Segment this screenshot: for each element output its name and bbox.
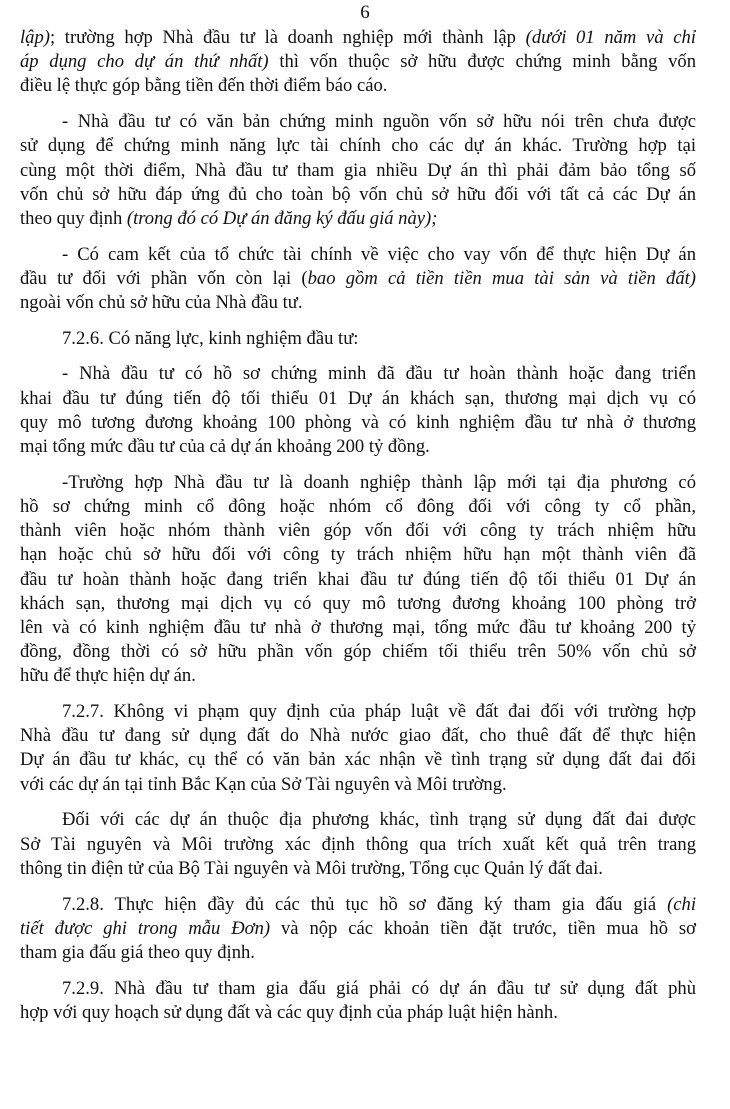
text-run: đồng, đồng thời có sở hữu phần vốn góp chiếm tối thiểu trên 50% vốn chủ sở xyxy=(20,641,696,663)
italic-text: bao gồm cả tiền tiền mua tài sản và tiền đất) xyxy=(307,267,696,289)
text-line xyxy=(20,362,696,386)
text-line xyxy=(20,664,696,688)
text-line xyxy=(20,568,696,592)
text-line xyxy=(20,134,696,158)
text-run: ; trường hợp Nhà đầu tư là doanh nghiệp mới thành lập xyxy=(49,27,526,48)
paragraph xyxy=(20,362,696,459)
paragraph xyxy=(20,471,696,689)
text-run: 7.2.9. Nhà đầu tư tham gia đấu giá phải có dự án đầu tư sử dụng đất phù xyxy=(62,977,696,999)
text-line xyxy=(20,495,696,519)
text-run: -Trường hợp Nhà đầu tư là doanh nghiệp thành lập mới tại địa phương có xyxy=(62,471,696,493)
text-run: 7.2.7. Không vi phạm quy định của pháp luật về đất đai đối với trường hợp xyxy=(62,701,696,723)
text-line xyxy=(20,941,696,965)
text-line xyxy=(20,700,696,724)
text-run: tham gia đấu giá theo quy định. xyxy=(20,941,255,963)
text-line xyxy=(20,543,696,567)
italic-text: (trong đó có Dự án đăng ký đấu giá này); xyxy=(126,207,438,229)
text-line xyxy=(20,159,696,183)
text-line xyxy=(20,291,696,315)
text-line xyxy=(20,893,696,917)
italic-text: (chi xyxy=(667,893,696,915)
page-number: 6 xyxy=(360,2,370,23)
text-line xyxy=(20,411,696,435)
text-line xyxy=(20,724,696,748)
text-run: hạn hoặc chủ sở hữu đối với công ty trách nhiệm hữu hạn một thành viên đã xyxy=(20,544,696,566)
paragraph xyxy=(20,808,696,881)
text-run: Nhà đầu tư đang sử dụng đất do Nhà nước giao đất, cho thuê đất để thực hiện xyxy=(20,725,696,747)
text-run: điều lệ thực góp bằng tiền đến thời điểm báo cáo. xyxy=(20,75,388,97)
italic-text: tiết được ghi trong mẫu Đơn) xyxy=(20,917,271,939)
text-run: 7.2.6. Có năng lực, kinh nghiệm đầu tư: xyxy=(62,327,359,349)
text-run: quy mô tương đương khoảng 100 phòng và có kinh nghiệm đầu tư nhà ở thương xyxy=(20,411,696,433)
text-run: đầu tư hoàn thành hoặc đang triển khai đầu tư đúng tiến độ tối thiểu 01 Dự án xyxy=(20,568,696,590)
paragraph xyxy=(20,893,696,966)
text-line xyxy=(20,327,696,351)
text-run: - Nhà đầu tư có hồ sơ chứng minh đã đầu tư hoàn thành hoặc đang triển xyxy=(62,363,696,385)
text-run: hợp với quy hoạch sử dụng đất và các quy định của pháp luật hiện hành. xyxy=(20,1001,558,1023)
paragraph xyxy=(20,700,696,797)
text-run: lên và có kinh nghiệm đầu tư nhà ở thương mại, tổng mức đầu tư khoảng 200 tỷ xyxy=(20,616,696,638)
text-line xyxy=(20,833,696,857)
text-run: sử dụng để chứng minh năng lực tài chính cho các dự án khác. Trường hợp tại xyxy=(20,135,696,157)
text-line xyxy=(20,207,696,231)
text-run: và nộp các khoản tiền đặt trước, tiền mua hồ sơ xyxy=(270,917,696,939)
text-run: vốn chủ sở hữu đáp ứng đủ cho toàn bộ vốn chủ sở hữu đối với tất cả các Dự án xyxy=(20,183,696,205)
text-run: hồ sơ chứng minh cổ đông hoặc nhóm cổ đông đối với công ty cổ phần, xyxy=(20,495,696,517)
text-line xyxy=(20,748,696,772)
text-run: khai đầu tư đúng tiến độ tối thiểu 01 Dự án khách sạn, thương mại dịch vụ có xyxy=(20,387,696,409)
text-line xyxy=(20,387,696,411)
paragraph xyxy=(20,110,696,231)
paragraph xyxy=(20,26,696,99)
italic-text: áp dụng cho dự án thứ nhất) xyxy=(20,51,269,73)
text-run: thành viên hoặc nhóm thành viên góp vốn đối với công ty trách nhiệm hữu xyxy=(20,520,696,542)
text-line xyxy=(20,267,696,291)
text-line xyxy=(20,110,696,134)
text-line xyxy=(20,471,696,495)
text-run: khách sạn, thương mại dịch vụ có quy mô tương đương khoảng 100 phòng trở xyxy=(20,592,696,614)
text-run: cùng một thời điểm, Nhà đầu tư tham gia nhiều Dự án thì phải đảm bảo tổng số xyxy=(20,159,696,181)
text-run: đầu tư đối với phần vốn còn lại ( xyxy=(20,267,308,289)
text-line xyxy=(20,640,696,664)
text-line xyxy=(20,977,696,1001)
text-line xyxy=(20,50,696,74)
text-run: với các dự án tại tỉnh Bắc Kạn của Sở Tài nguyên và Môi trường. xyxy=(20,773,507,795)
italic-text: lập) xyxy=(20,27,50,48)
text-run: thì vốn thuộc sở hữu được chứng minh bằng vốn xyxy=(268,51,697,73)
text-line xyxy=(20,917,696,941)
text-line xyxy=(20,616,696,640)
text-line xyxy=(20,519,696,543)
text-run: - Có cam kết của tổ chức tài chính về việc cho vay vốn để thực hiện Dự án xyxy=(62,243,696,265)
text-line xyxy=(20,808,696,832)
text-run: Đối với các dự án thuộc địa phương khác, tình trạng sử dụng đất đai được xyxy=(62,809,696,831)
text-run: 7.2.8. Thực hiện đầy đủ các thủ tục hồ sơ đăng ký tham gia đấu giá xyxy=(62,893,668,915)
italic-text: (dưới 01 năm và chỉ xyxy=(525,27,696,48)
document-body xyxy=(20,26,696,1037)
text-line xyxy=(20,183,696,207)
text-line xyxy=(20,1001,696,1025)
text-run: ngoài vốn chủ sở hữu của Nhà đầu tư. xyxy=(20,292,303,314)
text-run: thông tin điện tử của Bộ Tài nguyên và Môi trường, Tổng cục Quản lý đất đai. xyxy=(20,857,603,879)
text-run: hữu để thực hiện dự án. xyxy=(20,665,196,687)
text-line xyxy=(20,773,696,797)
paragraph xyxy=(20,327,696,351)
text-line xyxy=(20,592,696,616)
text-run: theo quy định xyxy=(20,207,127,229)
text-line xyxy=(20,243,696,267)
paragraph xyxy=(20,243,696,316)
text-run: Sở Tài nguyên và Môi trường xác định thông qua trích xuất kết quả trên trang xyxy=(20,833,696,855)
text-run: mại tổng mức đầu tư của cả dự án khoảng 200 tỷ đồng. xyxy=(20,436,430,458)
text-line xyxy=(20,26,696,50)
text-line xyxy=(20,435,696,459)
paragraph xyxy=(20,977,696,1025)
text-run: - Nhà đầu tư có văn bản chứng minh nguồn vốn sở hữu nói trên chưa được xyxy=(62,111,696,133)
text-line xyxy=(20,74,696,98)
text-run: Dự án đầu tư khác, cụ thể có văn bản xác nhận về tình trạng sử dụng đất đai đối xyxy=(20,749,696,771)
text-line xyxy=(20,857,696,881)
